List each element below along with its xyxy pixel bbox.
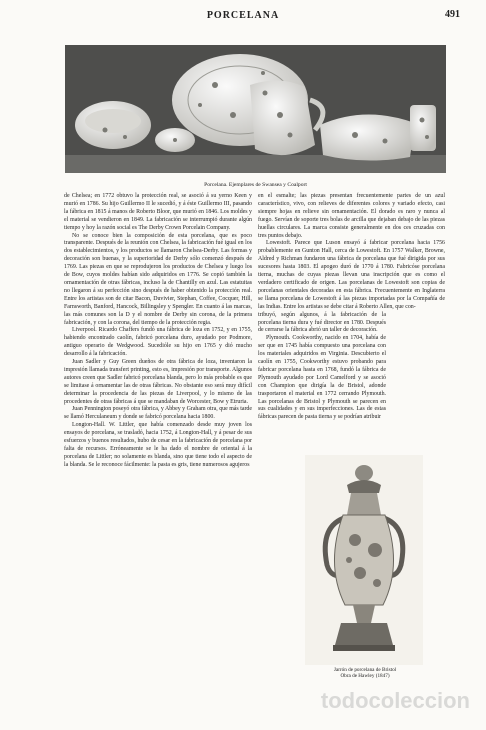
paragraph: Longton-Hall. W. Littler, que había comenzado desde muy joven los ensayos de porcelana, se trasladó, hacia 1752, á Longton-Hall, y á pesar de sus esfuerzos y buenos resultados, hubo de cesar en la fabricación de porcelana por falta de recursos. Erróneamente se le ha dado el nombre de oriental á la porcelana de Littler; no solamente es blanda, sino que tiene todo el aspecto de la blanda. Se le reconoce fácilmente: la pasta es gris, tiene numerosos agujeros bbox=[64, 422, 252, 468]
vase-caption-line-1: Jarrón de porcelana de Bristol bbox=[333, 667, 397, 673]
paragraph: Juan Sadler y Guy Green dueños de otra fábrica de loza, inventaron la impresión llamada transfert printing, esto es, impresión por transporte. Algunos autores creen que Sadler fabricó porcelana blanda, pero lo más probable es que se limitase á ornamentar las de otras fábricas. No obstante eso será muy difícil determinar la procedencia de las piezas de Liverpool, y lo mismo de las procedentes de otras fábricas á que se mandaban de Worcester, Bow y Etruria. bbox=[64, 359, 252, 405]
paragraph: Juan Pennington poseyó otra fábrica, y Abbey y Graham otra, que más tarde se llamó Herculaneum y donde se fabricó porcelana hacia 1800. bbox=[64, 406, 252, 421]
paragraph: Plymouth. Cookworthy, nacido en 1704, había de ser que en 1745 había compuesto una porcelana con los materiales adquiridos en Virginia. Descubierto el caolín en 1755, Cookworthy estuvo probando para fabricar porcelana hasta en 1768, fundó la fábrica de Plymouth ayudado por Lord Camelford y se asoció con Champion que dirigía la de Bristol, adonde trasportaron el material en 1772 cerrando Plymouth. Las porcelanas de Bristol y Plymouth se parecen en sus cualidades y en sus imperfecciones. Las de estas fábricas parecen de pasta tierna y se podrían atribuir bbox=[258, 335, 386, 421]
paragraph: Lowestoft. Parece que Luson ensayó á fabricar porcelana hacia 1756 probablemente en Gunton Hall, cerca de Lowestoft. En 1757 Walker, Browne, Aldred y Richman fundaron una fábrica de porcelana que fué dirigida por sus sucesores hasta 1803. El apogeo duró de 1770 á 1780. Fabricóse porcelana tierna, muchas de cuyas piezas llevan una inscripción que es como el verdadero certificado de origen. Las porcelanas de Lowestoft son copias de porcelanas orientales decoradas en esta fábrica. Frecuentemente en Inglaterra se llama porcelana de Lowestoft á las piezas importadas por la Compañía de las Indias. Entre los artistas se debe citar á Roberto Allen, que con- bbox=[258, 240, 445, 310]
column-right bbox=[258, 193, 445, 422]
page-number: 491 bbox=[445, 9, 460, 20]
figure-caption: Porcelana. Ejemplares de Swansea y Coalport bbox=[204, 182, 307, 188]
page-header-title: PORCELANA bbox=[206, 10, 280, 21]
watermark-text: todocoleccion bbox=[320, 688, 470, 713]
paragraph: de Chelsea; en 1772 obtuvo la protección real, se asoció á su yerno Keen y murió en 1786. Su hijo Guillermo II le sucedió, y á éste Guillermo III, pasando la fábrica en 1815 á manos de Roberto Bloor, que murió en 1846. Los moldes y el material se vendieron en 1849. La fabricación se interrumpió durante algún tiempo y hoy la razón social es The Derby Crown Porcelain Company. bbox=[64, 193, 252, 231]
paragraph: en el esmalte; las piezas presentan frecuentemente partes de un azul característico, vivo, con relieves de diferentes colores y variado efecto, casi siempre hojas en relieve sin ornamentación. El dorado es raro y nunca al fuego. Servían de soporte tres bolas de arcilla que dejaban debajo de las piezas huellas circulares. La marca consiste generalmente en dos ces cruzadas con tres puntos debajo. bbox=[258, 193, 445, 239]
column-left bbox=[64, 193, 252, 470]
vase-caption-line-2: Obra de Hawley (1847) bbox=[340, 673, 390, 680]
paragraph: tribuyó, según algunos, á la fabricación de la porcelana tierna dura y fué director en 1780. Después de cerrarse la fábrica abrió un taller de decoración. bbox=[258, 311, 386, 334]
bristol-vase-illustration bbox=[305, 455, 423, 665]
porcelain-plate-photo bbox=[65, 45, 446, 173]
paragraph: No se conoce bien la composición de esta porcelana, que es poco transparente. Después de la reunión con Chelsea, la fabricación fué igual en los dos establecimientos, y los productos se llamaron Chelsea-Derby. Las formas y decoración son buenas, y la superioridad de Derby sólo comenzó después de 1769. Las piezas en que se reprodujeron los productos de Chelsea y luego los de Bow, cuyos moldes habían sido adquiridos en 1776. Se copió también la ornamentación de otras fábricas, incluso la de Chantilly en azul. Las estatuitas no llegaron á su perfección sino después de haber obtenido la protección real. Entre los artistas son de citar Bacon, Duvivier, Stephan, Coffee, Cocquer, Hill, Farnsworth, Banford, Hancock, Billingsley y Spengler. En cuanto á las marcas, las más comunes son la D y el nombre de Derby sin corona, de la primera fabricación, y con la corona, del tiempo de la protección regia. bbox=[64, 232, 252, 326]
narrow-text-block bbox=[258, 312, 386, 423]
paragraph: Liverpool. Ricardo Chaffers fundó una fábrica de loza en 1752, y en 1755, habiendo encontrado caolín, fabricó porcelana duro, ayudado por Podmore, antiguo operario de Wedgwood. Sucedióle su hijo en 1765 y dió mucho desarrollo á la fabricación. bbox=[64, 327, 252, 358]
watermark bbox=[258, 680, 474, 720]
vase-caption bbox=[303, 667, 427, 680]
